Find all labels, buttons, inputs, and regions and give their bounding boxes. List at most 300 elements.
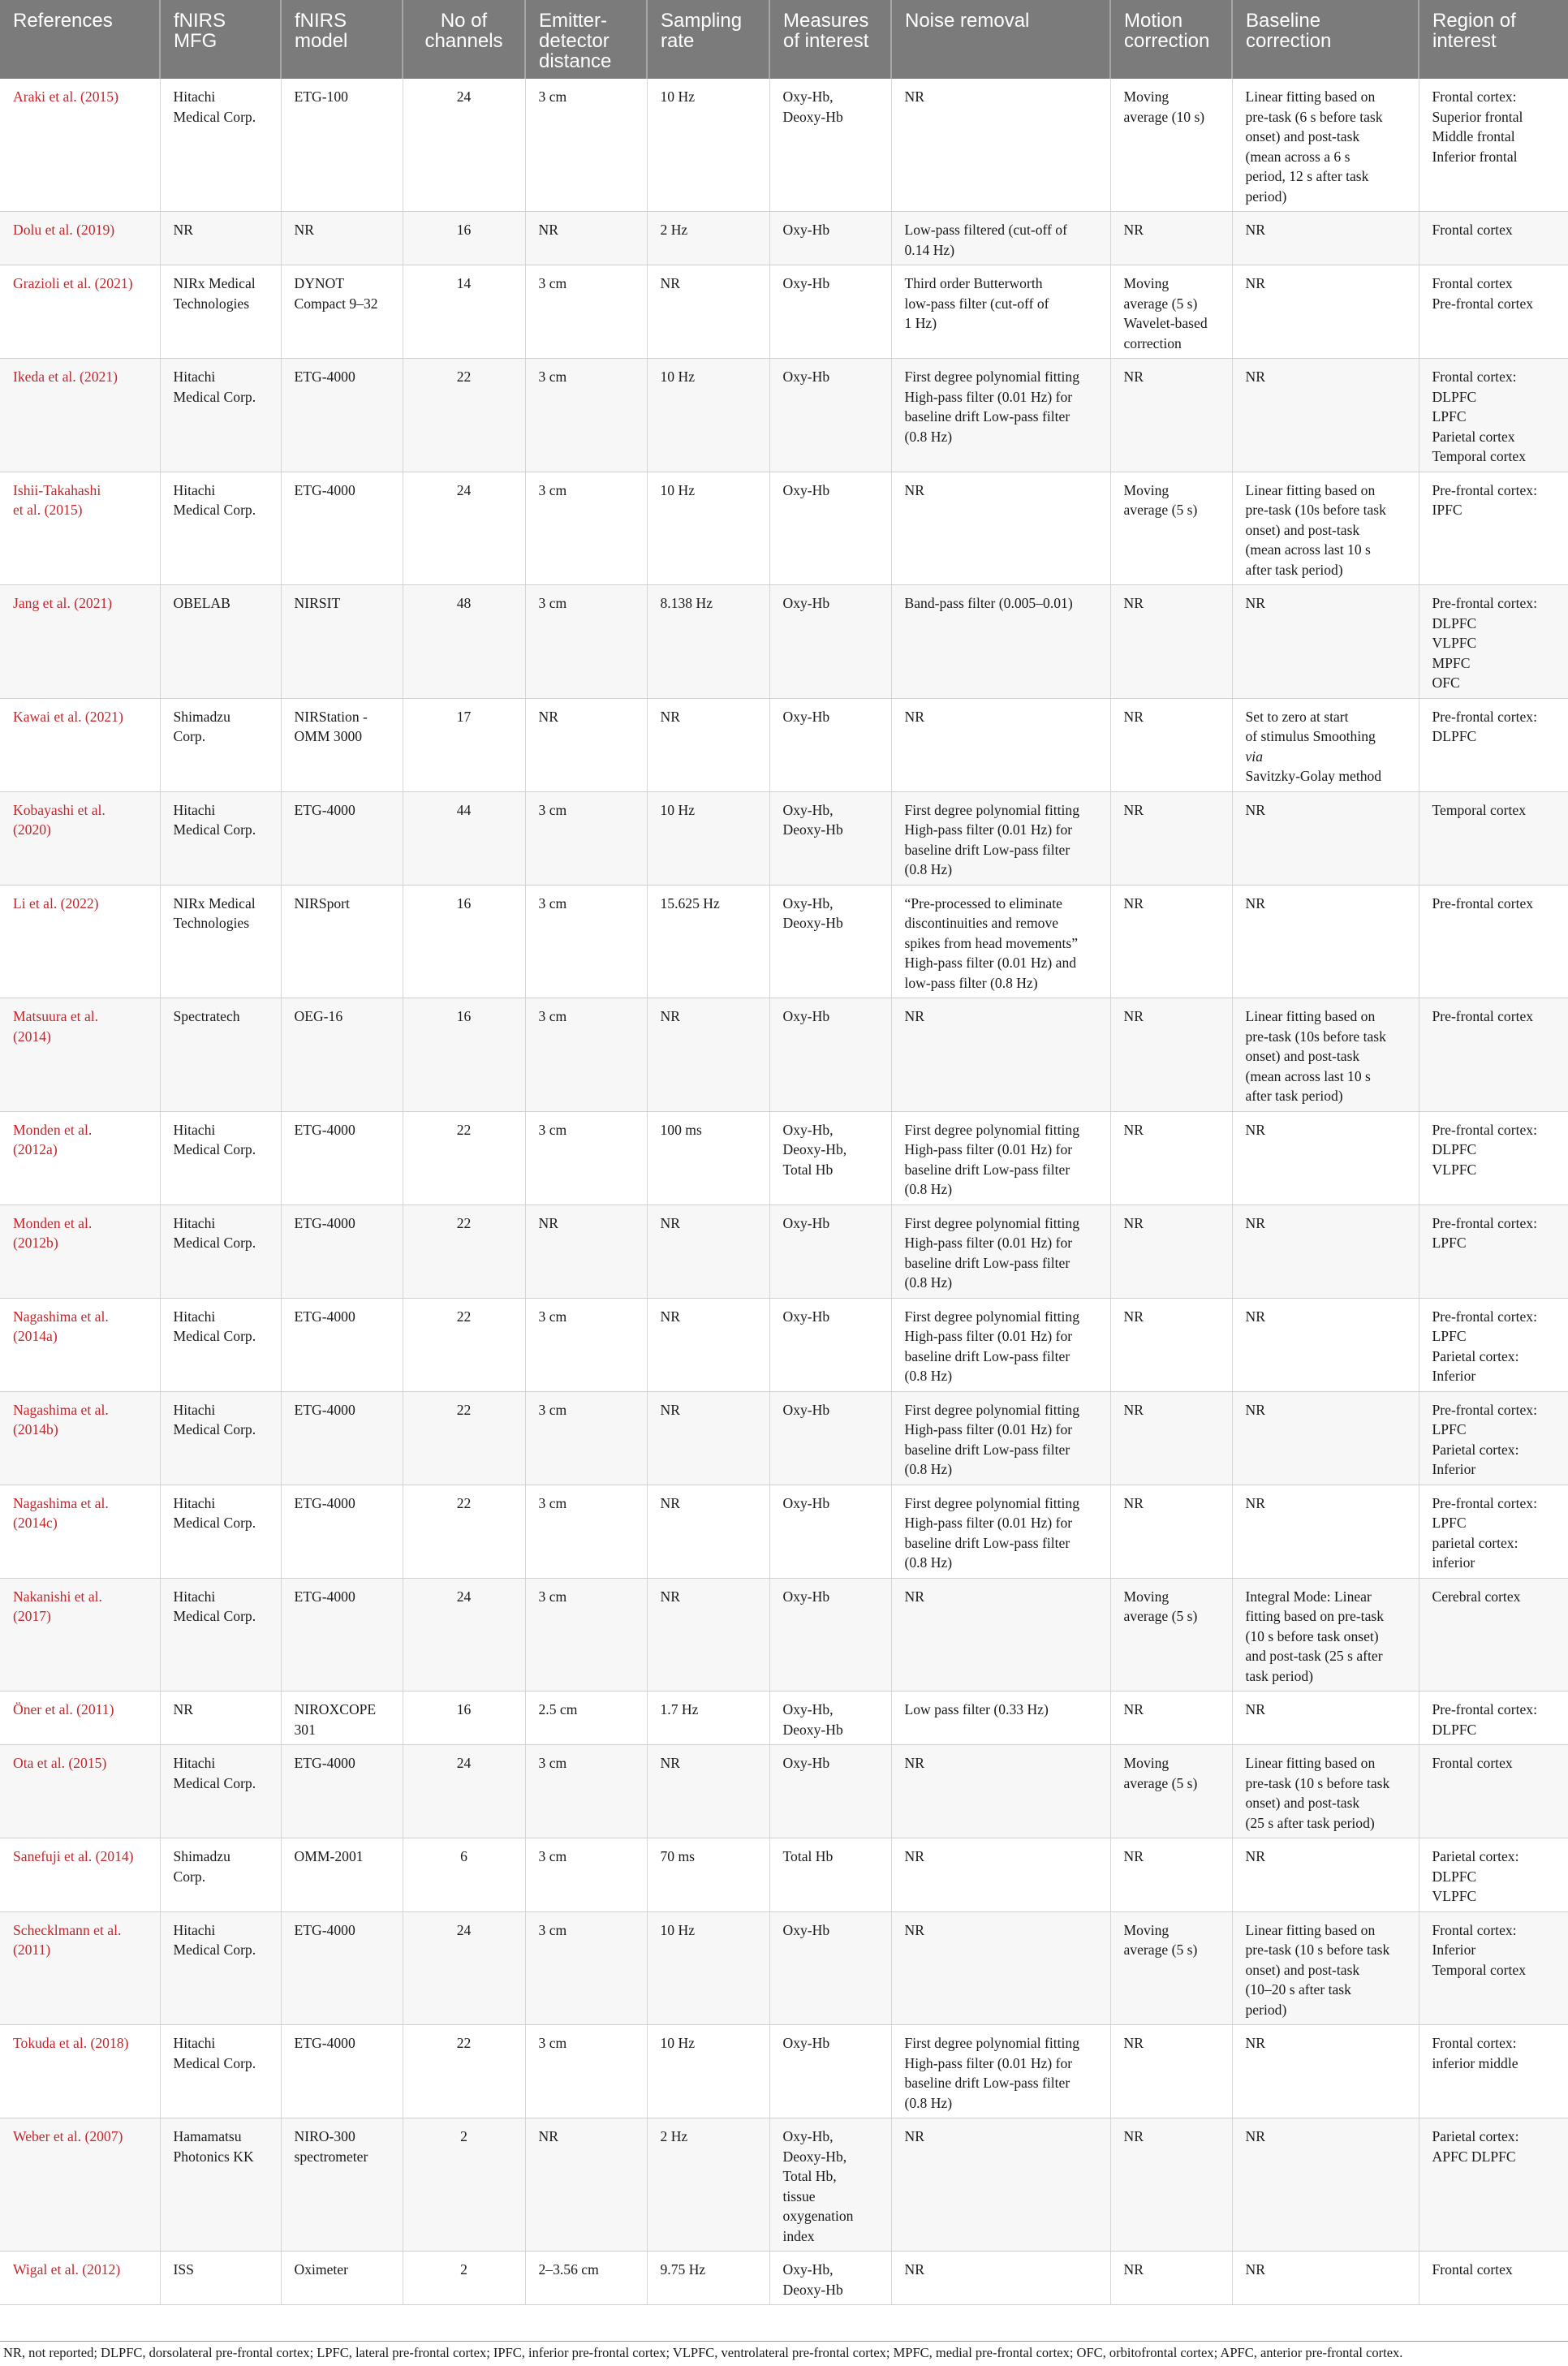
cell-measures-of-interest [769, 1391, 891, 1485]
reference-authors: Sanefuji et al. ( [13, 1848, 101, 1864]
cell-reference [0, 998, 160, 1112]
cell-noise-removal-text: NR [904, 1848, 924, 1864]
table-row [0, 1391, 1568, 1485]
reference-year-link[interactable]: 2007 [89, 2128, 118, 2144]
cell-noise-removal [891, 1692, 1110, 1745]
cell-reference [0, 472, 160, 585]
header-label: fNIRS model [295, 10, 348, 52]
cell-noise-removal [891, 1745, 1110, 1838]
cell-noise-removal [891, 1391, 1110, 1485]
cell-baseline-correction [1232, 1205, 1419, 1298]
reference-citation[interactable] [13, 593, 153, 614]
cell-reference [0, 212, 160, 265]
cell-sampling-rate-text: NR [660, 1755, 680, 1771]
cell-fnirs-mfg [160, 998, 281, 1112]
reference-citation[interactable] [13, 481, 153, 520]
cell-reference [0, 585, 160, 699]
cell-no-of-channels-text: 22 [456, 1214, 472, 1231]
cell-sampling-rate-text: 10 Hz [660, 1921, 696, 1938]
cell-emitter-detector-distance [525, 1911, 647, 2025]
reference-year-link[interactable]: 2014c [17, 1515, 53, 1531]
table-row [0, 472, 1568, 585]
reference-citation[interactable] [13, 87, 153, 107]
cell-region-of-interest-text: Pre-frontal cortex [1432, 894, 1534, 911]
table-row [0, 791, 1568, 885]
cell-baseline-correction [1232, 1911, 1419, 2025]
cell-motion-correction [1110, 1205, 1232, 1298]
reference-year-link[interactable]: 2012b [17, 1235, 54, 1251]
header-region-of-interest [1419, 0, 1568, 79]
cell-baseline-correction-text: NR [1245, 1401, 1265, 1418]
table-row [0, 885, 1568, 998]
cell-noise-removal-text: First degree polynomial fitting High-pass filter (0.01 Hz) for baseline drift Low-pass filter (0.8 Hz) [904, 1214, 1079, 1291]
cell-motion-correction-text: NR [1123, 1401, 1144, 1418]
cell-emitter-detector-distance [525, 79, 647, 212]
cell-sampling-rate-text: NR [660, 1588, 680, 1605]
cell-reference [0, 2025, 160, 2118]
reference-close-paren: ) [118, 708, 123, 725]
cell-noise-removal [891, 212, 1110, 265]
cell-fnirs-model [281, 1205, 403, 1298]
reference-citation[interactable] [13, 1307, 153, 1347]
cell-fnirs-model-text: NIRO-300 spectrometer [294, 2128, 368, 2165]
cell-measures-of-interest [769, 1298, 891, 1391]
cell-no-of-channels-text: 16 [456, 894, 472, 911]
cell-fnirs-mfg [160, 359, 281, 472]
cell-baseline-correction [1232, 1298, 1419, 1391]
table-body [0, 79, 1568, 2305]
reference-citation[interactable] [13, 1120, 153, 1160]
cell-region-of-interest [1419, 359, 1568, 472]
cell-noise-removal [891, 1298, 1110, 1391]
cell-noise-removal [891, 1838, 1110, 1912]
cell-emitter-detector-distance [525, 212, 647, 265]
reference-close-paren: ) [115, 2261, 121, 2278]
cell-motion-correction-text: NR [1123, 368, 1144, 385]
cell-no-of-channels [403, 1838, 525, 1912]
reference-year-link[interactable]: 2011 [81, 1701, 110, 1717]
reference-year-link[interactable]: 2012 [87, 2261, 116, 2278]
header-label: Measures of interest [783, 10, 869, 52]
cell-measures-of-interest-text: Oxy-Hb [782, 368, 830, 385]
cell-region-of-interest-text: Pre-frontal cortex: DLPFC VLPFC MPFC OFC [1432, 595, 1537, 691]
cell-fnirs-mfg-text: Hitachi Medical Corp. [173, 368, 256, 405]
reference-year-link[interactable]: 2021 [89, 708, 118, 725]
reference-year-link[interactable]: 2017 [17, 1608, 47, 1624]
cell-fnirs-mfg-text: Shimadzu Corp. [173, 1848, 230, 1885]
table-footnote: NR, not reported; DLPFC, dorsolateral pre-frontal cortex; LPFC, lateral pre-frontal cortex; IPFC, inferior pre-frontal cortex; VLPFC, ventrolateral pre-frontal cortex; MPFC, medial pre-frontal cortex; OFC, orbitofrontal cortex; APFC, anterior pre-frontal cortex. [3, 2345, 1403, 2360]
cell-sampling-rate [647, 998, 769, 1112]
cell-measures-of-interest-text: Oxy-Hb [782, 1755, 830, 1771]
reference-citation[interactable] [13, 707, 153, 727]
cell-motion-correction [1110, 998, 1232, 1112]
reference-citation[interactable] [13, 367, 153, 387]
cell-noise-removal-text: NR [904, 1755, 924, 1771]
cell-no-of-channels-text: 2 [460, 2128, 467, 2144]
cell-no-of-channels [403, 1578, 525, 1692]
cell-fnirs-model-text: DYNOT Compact 9–32 [294, 275, 378, 312]
cell-reference [0, 359, 160, 472]
cell-noise-removal-text: NR [904, 481, 924, 498]
cell-region-of-interest [1419, 1205, 1568, 1298]
table-row [0, 359, 1568, 472]
cell-fnirs-model [281, 585, 403, 699]
cell-noise-removal-text: First degree polynomial fitting High-pass filter (0.01 Hz) for baseline drift Low-pass filter (0.8 Hz) [904, 1401, 1079, 1477]
reference-citation[interactable] [13, 1847, 153, 1867]
cell-baseline-correction [1232, 2252, 1419, 2305]
cell-motion-correction [1110, 1391, 1232, 1485]
cell-sampling-rate-text: NR [660, 1494, 680, 1511]
cell-sampling-rate [647, 359, 769, 472]
cell-no-of-channels-text: 2 [460, 2261, 467, 2278]
reference-year-link[interactable]: 2014 [17, 1028, 47, 1045]
cell-fnirs-mfg-text: Hitachi Medical Corp. [173, 88, 256, 125]
cell-measures-of-interest-text: Oxy-Hb [782, 1308, 830, 1325]
cell-no-of-channels [403, 1205, 525, 1298]
table-row [0, 1205, 1568, 1298]
cell-sampling-rate [647, 585, 769, 699]
cell-fnirs-mfg-text: OBELAB [173, 595, 230, 611]
cell-measures-of-interest-text: Total Hb [782, 1848, 834, 1864]
cell-no-of-channels [403, 791, 525, 885]
cell-motion-correction-text: NR [1123, 1008, 1144, 1024]
reference-year-link[interactable]: 2022 [65, 894, 94, 911]
reference-authors: Grazioli et al. ( [13, 275, 100, 291]
cell-emitter-detector-distance [525, 472, 647, 585]
cell-measures-of-interest [769, 79, 891, 212]
reference-citation[interactable] [13, 1400, 153, 1440]
cell-motion-correction [1110, 265, 1232, 359]
cell-fnirs-model [281, 1692, 403, 1745]
reference-citation[interactable] [13, 1753, 153, 1773]
reference-citation[interactable] [13, 2033, 153, 2054]
cell-fnirs-mfg [160, 2025, 281, 2118]
reference-citation[interactable] [13, 894, 153, 914]
cell-motion-correction-text: NR [1123, 1848, 1144, 1864]
reference-authors: Kawai et al. ( [13, 708, 90, 725]
cell-fnirs-mfg-text: Hitachi Medical Corp. [173, 1401, 256, 1437]
reference-year-link[interactable]: 2015 [73, 1755, 102, 1771]
cell-fnirs-mfg [160, 1692, 281, 1745]
reference-citation[interactable] [13, 274, 153, 294]
cell-noise-removal-text: Third order Butterworth low-pass filter (cut-off of 1 Hz) [904, 275, 1049, 331]
cell-baseline-correction-text: NR [1245, 1701, 1265, 1717]
cell-emitter-detector-distance [525, 2118, 647, 2252]
cell-region-of-interest-text: Parietal cortex: DLPFC VLPFC [1432, 1848, 1519, 1904]
header-label: Sampling rate [661, 10, 743, 52]
cell-measures-of-interest [769, 1911, 891, 2025]
cell-measures-of-interest [769, 212, 891, 265]
cell-measures-of-interest-text: Oxy-Hb [782, 1921, 830, 1938]
cell-noise-removal-text: Band-pass filter (0.005–0.01) [904, 595, 1073, 611]
cell-fnirs-model-text: NIRStation - OMM 3000 [294, 708, 368, 744]
reference-year-link[interactable]: 2014b [17, 1421, 54, 1437]
cell-emitter-detector-distance-text: 3 cm [538, 1588, 567, 1605]
cell-emitter-detector-distance-text: 3 cm [538, 1121, 567, 1138]
cell-fnirs-model-text: ETG-4000 [294, 2035, 355, 2051]
cell-emitter-detector-distance [525, 791, 647, 885]
cell-reference [0, 1692, 160, 1745]
cell-fnirs-model-text: NR [294, 222, 314, 238]
reference-year-link[interactable]: 2021 [84, 368, 114, 385]
cell-fnirs-mfg-text: Hitachi Medical Corp. [173, 2035, 256, 2071]
cell-motion-correction [1110, 1838, 1232, 1912]
cell-noise-removal [891, 1578, 1110, 1692]
reference-authors: Matsuura et al. ( [13, 1008, 99, 1045]
cell-measures-of-interest [769, 1838, 891, 1912]
cell-noise-removal [891, 472, 1110, 585]
cell-region-of-interest [1419, 998, 1568, 1112]
cell-no-of-channels-text: 16 [456, 1008, 472, 1024]
cell-noise-removal-text: First degree polynomial fitting High-pass filter (0.01 Hz) for baseline drift Low-pass filter (0.8 Hz) [904, 1308, 1079, 1384]
cell-fnirs-mfg [160, 265, 281, 359]
cell-sampling-rate [647, 265, 769, 359]
cell-measures-of-interest [769, 1745, 891, 1838]
cell-baseline-correction [1232, 1838, 1419, 1912]
cell-fnirs-model-text: ETG-4000 [294, 1401, 355, 1418]
reference-year-link[interactable]: 2020 [17, 821, 47, 838]
cell-baseline-correction-text: NR [1245, 222, 1265, 238]
cell-emitter-detector-distance [525, 265, 647, 359]
cell-baseline-correction [1232, 698, 1419, 791]
cell-reference [0, 1838, 160, 1912]
reference-citation[interactable] [13, 1006, 153, 1046]
reference-authors: Nagashima et al. ( [13, 1308, 109, 1344]
reference-citation[interactable] [13, 1213, 153, 1253]
header-label: Motion correction [1124, 10, 1210, 52]
cell-noise-removal-text: NR [904, 1921, 924, 1938]
cell-reference [0, 885, 160, 998]
cell-fnirs-mfg-text: Hitachi Medical Corp. [173, 801, 256, 838]
cell-no-of-channels [403, 998, 525, 1112]
cell-no-of-channels [403, 1745, 525, 1838]
cell-fnirs-model-text: NIROXCOPE 301 [294, 1701, 377, 1738]
cell-noise-removal-text: NR [904, 708, 924, 725]
cell-sampling-rate [647, 1838, 769, 1912]
cell-measures-of-interest-text: Oxy-Hb [782, 1008, 830, 1024]
cell-no-of-channels-text: 48 [456, 595, 472, 611]
cell-fnirs-mfg-text: ISS [173, 2261, 194, 2278]
reference-authors: Wigal et al. ( [13, 2261, 88, 2278]
cell-measures-of-interest-text: Oxy-Hb, Deoxy-Hb, Total Hb [782, 1121, 847, 1178]
cell-no-of-channels [403, 2118, 525, 2252]
cell-sampling-rate [647, 472, 769, 585]
cell-no-of-channels-text: 22 [456, 2035, 472, 2051]
reference-citation[interactable] [13, 1493, 153, 1533]
reference-close-paren: ) [127, 275, 133, 291]
cell-emitter-detector-distance [525, 1745, 647, 1838]
cell-fnirs-model [281, 359, 403, 472]
cell-emitter-detector-distance-text: NR [538, 2128, 558, 2144]
reference-year-link[interactable]: 2014 [100, 1848, 129, 1864]
cell-measures-of-interest-text: Oxy-Hb [782, 1401, 830, 1418]
reference-close-paren: ) [123, 2035, 129, 2051]
reference-citation[interactable] [13, 2260, 153, 2280]
cell-no-of-channels-text: 16 [456, 222, 472, 238]
cell-baseline-correction [1232, 1692, 1419, 1745]
reference-close-paren: ) [52, 1515, 58, 1531]
cell-emitter-detector-distance-text: 3 cm [538, 595, 567, 611]
reference-citation[interactable] [13, 1700, 153, 1720]
header-label: fNIRS MFG [174, 10, 226, 52]
header-measures-of-interest [769, 0, 891, 79]
cell-fnirs-model-text: ETG-4000 [294, 1494, 355, 1511]
cell-measures-of-interest [769, 585, 891, 699]
cell-measures-of-interest [769, 885, 891, 998]
cell-fnirs-mfg [160, 1111, 281, 1205]
cell-no-of-channels [403, 1391, 525, 1485]
cell-emitter-detector-distance-text: 3 cm [538, 481, 567, 498]
reference-year-link[interactable]: 2018 [95, 2035, 124, 2051]
cell-no-of-channels-text: 22 [456, 1494, 472, 1511]
cell-sampling-rate [647, 1578, 769, 1692]
cell-no-of-channels [403, 265, 525, 359]
reference-year-link[interactable]: 2011 [17, 1941, 46, 1958]
cell-fnirs-model [281, 472, 403, 585]
reference-citation[interactable] [13, 1920, 153, 1960]
reference-year-link[interactable]: 2012a [17, 1141, 53, 1157]
reference-close-paren: ) [113, 368, 118, 385]
reference-close-paren: ) [53, 1235, 58, 1251]
cell-emitter-detector-distance-text: 3 cm [538, 1308, 567, 1325]
reference-year-link[interactable]: 2021 [79, 595, 108, 611]
cell-reference [0, 1578, 160, 1692]
header-sampling-rate [647, 0, 769, 79]
reference-year-link[interactable]: 2015 [49, 502, 78, 518]
reference-citation[interactable] [13, 800, 153, 840]
cell-region-of-interest-text: Pre-frontal cortex: IPFC [1432, 481, 1537, 518]
cell-baseline-correction-text: Linear fitting based on pre-task (6 s before task onset) and post-task (mean across a 6 s period, 12 s after task period) [1245, 88, 1383, 205]
cell-sampling-rate [647, 698, 769, 791]
cell-measures-of-interest [769, 265, 891, 359]
reference-close-paren: ) [52, 1141, 58, 1157]
cell-reference [0, 1745, 160, 1838]
cell-reference [0, 1298, 160, 1391]
cell-baseline-correction-text: NR [1245, 801, 1265, 818]
cell-motion-correction [1110, 1911, 1232, 2025]
reference-authors: Ota et al. ( [13, 1755, 74, 1771]
cell-baseline-correction-text: Linear fitting based on pre-task (10s before task onset) and post-task (mean across last 10 s after task period) [1245, 1008, 1386, 1104]
cell-emitter-detector-distance-text: NR [538, 1214, 558, 1231]
cell-no-of-channels-text: 22 [456, 1401, 472, 1418]
table-row [0, 1485, 1568, 1578]
cell-fnirs-model [281, 1485, 403, 1578]
cell-fnirs-model-text: ETG-4000 [294, 1588, 355, 1605]
cell-fnirs-model-text: ETG-4000 [294, 801, 355, 818]
cell-measures-of-interest [769, 1205, 891, 1298]
cell-measures-of-interest [769, 998, 891, 1112]
cell-motion-correction-text: NR [1123, 2128, 1144, 2144]
table-row [0, 2025, 1568, 2118]
header-label: Baseline correction [1246, 10, 1332, 52]
cell-noise-removal [891, 1205, 1110, 1298]
header-noise-removal [891, 0, 1110, 79]
cell-fnirs-mfg [160, 585, 281, 699]
cell-emitter-detector-distance-text: 3 cm [538, 1755, 567, 1771]
cell-emitter-detector-distance-text: 3 cm [538, 894, 567, 911]
cell-baseline-correction [1232, 472, 1419, 585]
reference-citation[interactable] [13, 2127, 153, 2147]
cell-region-of-interest-text: Pre-frontal cortex [1432, 1008, 1534, 1024]
cell-noise-removal-text: NR [904, 2261, 924, 2278]
table-row [0, 1298, 1568, 1391]
cell-region-of-interest-text: Pre-frontal cortex: DLPFC [1432, 1701, 1537, 1738]
cell-motion-correction [1110, 2025, 1232, 2118]
cell-baseline-correction-text: Linear fitting based on pre-task (10 s before task onset) and post-task (10–20 s after task period) [1245, 1921, 1390, 2018]
cell-reference [0, 1911, 160, 2025]
cell-measures-of-interest-text: Oxy-Hb [782, 708, 830, 725]
cell-sampling-rate-text: NR [660, 708, 680, 725]
reference-close-paren: ) [118, 2128, 123, 2144]
cell-motion-correction [1110, 791, 1232, 885]
header-label: Region of interest [1432, 10, 1516, 52]
header-motion-correction [1110, 0, 1232, 79]
header-label: References [13, 10, 113, 32]
reference-year-link[interactable]: 2014a [17, 1328, 53, 1344]
reference-close-paren: ) [46, 821, 51, 838]
reference-year-link[interactable]: 2015 [84, 88, 114, 105]
cell-baseline-correction [1232, 1745, 1419, 1838]
reference-authors: Ishii-Takahashi et al. ( [13, 481, 101, 518]
reference-year-link[interactable]: 2019 [81, 222, 110, 238]
cell-motion-correction-text: NR [1123, 1121, 1144, 1138]
cell-measures-of-interest-text: Oxy-Hb, Deoxy-Hb [782, 2261, 843, 2298]
cell-fnirs-mfg [160, 2118, 281, 2252]
cell-region-of-interest [1419, 885, 1568, 998]
cell-fnirs-mfg-text: NIRx Medical Technologies [173, 275, 256, 312]
cell-no-of-channels-text: 22 [456, 1121, 472, 1138]
table-row [0, 265, 1568, 359]
cell-region-of-interest-text: Frontal cortex [1432, 2261, 1513, 2278]
cell-fnirs-mfg [160, 1205, 281, 1298]
cell-region-of-interest-text: Frontal cortex: Superior frontal Middle frontal Inferior frontal [1432, 88, 1523, 165]
cell-baseline-correction-text: NR [1245, 2035, 1265, 2051]
cell-fnirs-mfg-text: Hitachi Medical Corp. [173, 1308, 256, 1344]
cell-emitter-detector-distance-text: NR [538, 708, 558, 725]
cell-fnirs-model-text: ETG-4000 [294, 1308, 355, 1325]
cell-emitter-detector-distance [525, 2025, 647, 2118]
cell-no-of-channels [403, 79, 525, 212]
cell-fnirs-mfg [160, 698, 281, 791]
cell-region-of-interest-text: Pre-frontal cortex: DLPFC [1432, 708, 1537, 744]
reference-citation[interactable] [13, 220, 153, 240]
cell-noise-removal-text: Low-pass filtered (cut-off of 0.14 Hz) [904, 222, 1067, 258]
cell-fnirs-model-text: ETG-4000 [294, 1121, 355, 1138]
cell-fnirs-mfg-text: Hitachi Medical Corp. [173, 1121, 256, 1157]
cell-no-of-channels-text: 22 [456, 368, 472, 385]
cell-baseline-correction [1232, 2118, 1419, 2252]
cell-baseline-correction-text: NR [1245, 2128, 1265, 2144]
cell-measures-of-interest-text: Oxy-Hb [782, 275, 830, 291]
table-row [0, 1692, 1568, 1745]
cell-emitter-detector-distance [525, 1838, 647, 1912]
table-row [0, 1911, 1568, 2025]
cell-no-of-channels [403, 698, 525, 791]
reference-year-link[interactable]: 2021 [99, 275, 128, 291]
cell-motion-correction-text: NR [1123, 2261, 1144, 2278]
cell-fnirs-mfg [160, 1838, 281, 1912]
cell-sampling-rate [647, 1692, 769, 1745]
cell-region-of-interest [1419, 1838, 1568, 1912]
cell-measures-of-interest [769, 2025, 891, 2118]
cell-measures-of-interest [769, 1111, 891, 1205]
cell-reference [0, 79, 160, 212]
cell-sampling-rate-text: NR [660, 275, 680, 291]
cell-motion-correction [1110, 885, 1232, 998]
reference-citation[interactable] [13, 1587, 153, 1627]
cell-no-of-channels-text: 24 [456, 1755, 472, 1771]
cell-sampling-rate-text: 15.625 Hz [660, 894, 720, 911]
